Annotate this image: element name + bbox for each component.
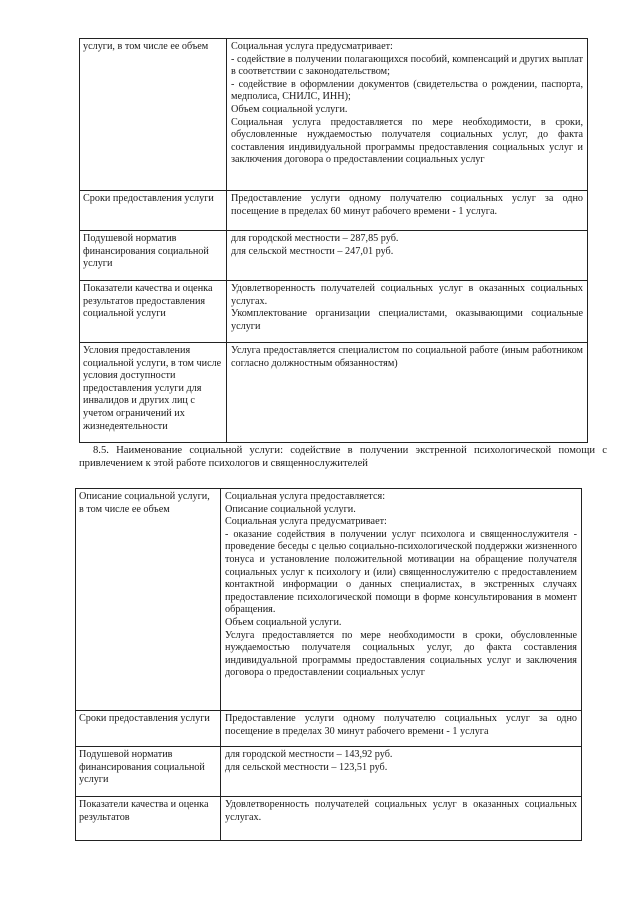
table-row — [80, 281, 588, 343]
table-row — [76, 711, 582, 747]
text-line: Удовлетворенность получателей социальных услуг в оказанных социальных услугах. — [225, 799, 577, 823]
table-row — [76, 489, 582, 711]
row-content — [221, 797, 582, 841]
row-label: Условия предоставления социальной услуги, в том числе условия доступности предоставления услуги для инвалидов и других лиц с учетом ограничений их жизнедеятельности — [80, 343, 227, 443]
row-label: Подушевой норматив финансирования социальной услуги — [76, 747, 221, 797]
row-content — [227, 281, 588, 343]
row-content — [227, 231, 588, 281]
text-line: для городской местности – 287,85 руб. — [231, 233, 399, 244]
text-line: для городской местности – 143,92 руб. — [225, 749, 393, 760]
text-line: Объем социальной услуги. — [225, 616, 342, 628]
row-label: услуги, в том числе ее объем — [80, 39, 227, 191]
table-row — [80, 343, 588, 443]
text-line: Описание социальной услуги. — [225, 503, 356, 515]
text-line: Предоставление услуги одному получателю социальных услуг за одно посещение в пределах 60 минут рабочего времени - 1 услуга. — [231, 193, 583, 217]
table-row — [76, 797, 582, 841]
row-content — [227, 343, 588, 443]
text-line: Предоставление услуги одному получателю социальных услуг за одно посещение в пределах 30 минут рабочего времени - 1 услуга — [225, 713, 577, 737]
row-label: Подушевой норматив финансирования социальной услуги — [80, 231, 227, 281]
row-label: Сроки предоставления услуги — [76, 711, 221, 747]
row-content — [221, 747, 582, 797]
row-content — [227, 39, 588, 191]
text-line: для сельской местности – 123,51 руб. — [225, 761, 388, 773]
row-content — [221, 489, 582, 711]
text-line: Социальная услуга предоставляется: — [225, 491, 386, 502]
table-row — [76, 747, 582, 797]
text-line: Социальная услуга предоставляется по мере необходимости, в сроки, обусловленные нуждаемостью получателя социальных услуг, до факта составления индивидуальной программы предоставления социальных услуг и заключения договора о предоставлении социальных услуг — [231, 116, 583, 166]
table-row — [80, 231, 588, 281]
text-line: Удовлетворенность получателей социальных услуг в оказанных социальных услугах. — [231, 283, 583, 307]
text-line: - содействие в получении полагающихся пособий, компенсаций и других выплат в соответствии с законодательством; — [231, 53, 583, 78]
text-line: Социальная услуга предусматривает: — [225, 516, 387, 528]
services-table-1 — [79, 38, 588, 443]
text-line: - содействие в оформлении документов (свидетельства о рождении, паспорта, медполиса, СНИЛС, ИНН); — [231, 78, 583, 103]
table-row — [80, 39, 588, 191]
section-heading: 8.5. Наименование социальной услуги: содействие в получении экстренной психологической помощи с привлечением к этой работе психологов и священнослужителей — [79, 445, 607, 469]
row-label: Показатели качества и оценка результатов — [76, 797, 221, 841]
text-line: Укомплектование организации специалистами, оказывающими социальные услуги — [231, 308, 583, 332]
row-content — [227, 191, 588, 231]
text-line: - оказание содействия в получении услуг психолога и священнослужителя - проведение беседы с целью социально-психологической поддержки жизненного тонуса и установление положительной мотивации на обращение получателя социальных услуг к психологу и (или) священнослужителю с предоставлением контактной информации о данных специалистах, в экстренных случаях предоставление психологической помощи в форме консультирования в момент обращения. — [225, 528, 577, 616]
table-row — [80, 191, 588, 231]
row-label: Сроки предоставления услуги — [80, 191, 227, 231]
row-content — [221, 711, 582, 747]
row-label: Показатели качества и оценка результатов предоставления социальной услуги — [80, 281, 227, 343]
text-line: Социальная услуга предусматривает: — [231, 41, 393, 52]
text-line: Объем социальной услуги. — [231, 103, 348, 115]
services-table-2 — [75, 488, 582, 841]
text-line: Услуга предоставляется по мере необходимости в сроки, обусловленные нуждаемостью получателя социальных услуг, до факта составления индивидуальной программы предоставления социальных услуг и заключения договора о предоставлении социальных услуг — [225, 629, 577, 679]
row-label: Описание социальной услуги, в том числе ее объем — [76, 489, 221, 711]
text-line: Услуга предоставляется специалистом по социальной работе (иным работником согласно должностным обязанностям) — [231, 345, 583, 369]
text-line: для сельской местности – 247,01 руб. — [231, 245, 394, 257]
